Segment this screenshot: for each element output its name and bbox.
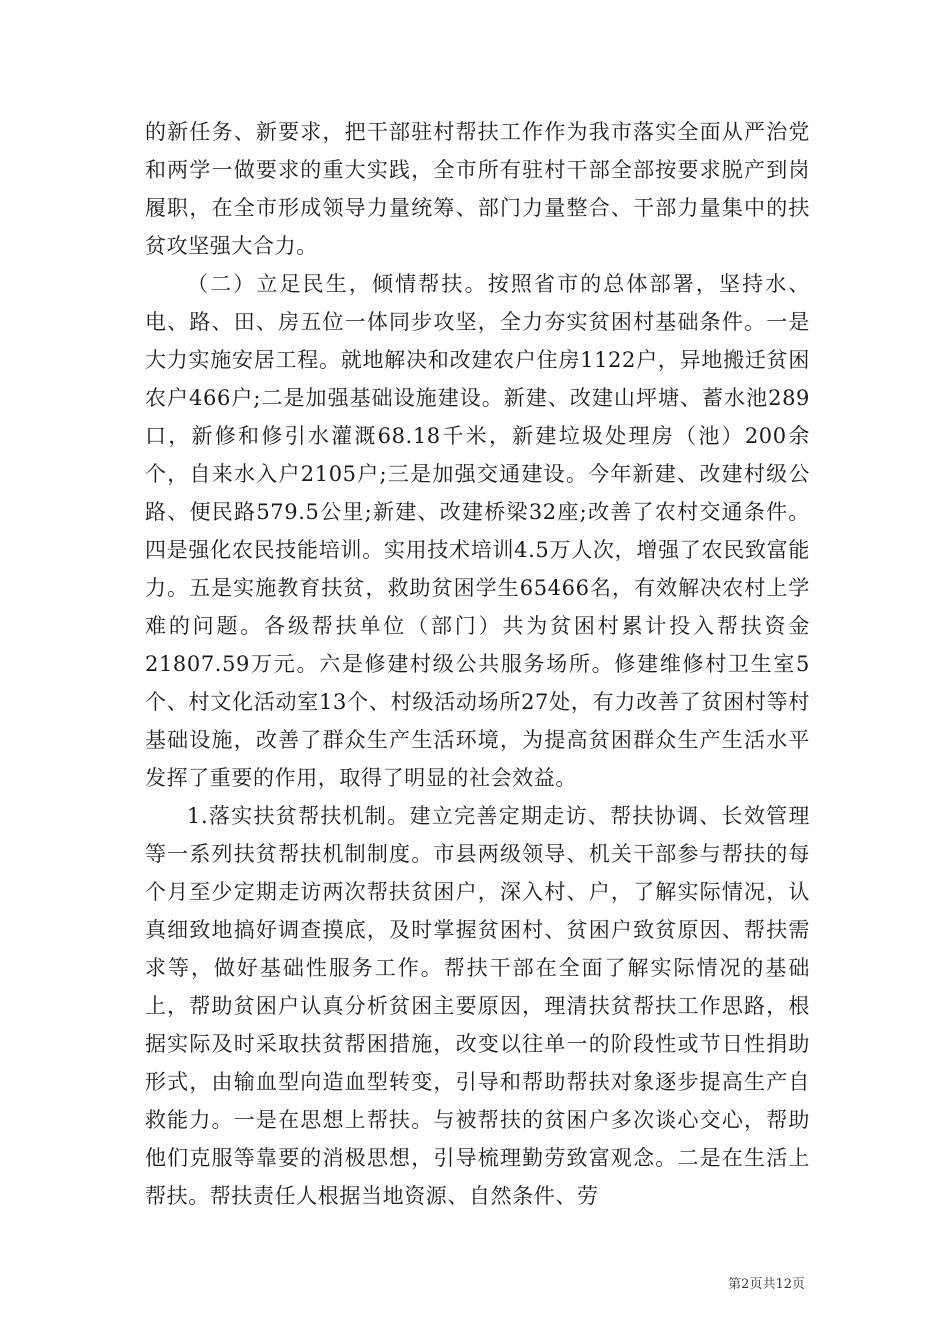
paragraph-section-two: （二）立足民生，倾情帮扶。按照省市的总体部署，坚持水、电、路、田、房五位一体同步攻坚，全力夯实贫困村基础条件。一是大力实施安居工程。就地解决和改建农户住房1122户，异地搬迁贫困农户466户;二是加强基础设施建设。新建、改建山坪塘、蓄水池289口，新修和修引水灌溉68.18千米，新建垃圾处理房（池）200余个，自来水入户2105户;三是加强交通建设。今年新建、改建村级公路、便民路579.5公里;新建、改建桥梁32座;改善了农村交通条件。四是强化农民技能培训。实用技术培训4.5万人次，增强了农民致富能力。五是实施教育扶贫，救助贫困学生65466名，有效解决农村上学难的问题。各级帮扶单位（部门）共为贫困村累计投入帮扶资金21807.59万元。六是修建村级公共服务场所。修建维修村卫生室5个、村文化活动室13个、村级活动场所27处，有力改善了贫困村等村基础设施，改善了群众生产生活环境，为提高贫困群众生产生活水平发挥了重要的作用，取得了明显的社会效益。 [145, 272, 810, 790]
page-number: 第2页共12页 [728, 1277, 805, 1292]
paragraph-continuation: 的新任务、新要求，把干部驻村帮扶工作作为我市落实全面从严治党和两学一做要求的重大实践，全市所有驻村干部全部按要求脱产到岗履职，在全市形成领导力量统筹、部门力量整合、干部力量集中的扶贫攻坚强大合力。 [145, 120, 810, 258]
document-body [145, 113, 810, 1215]
paragraph-item-one: 1.落实扶贫帮扶机制。建立完善定期走访、帮扶协调、长效管理等一系列扶贫帮扶机制制度。市县两级领导、机关干部参与帮扶的每个月至少定期走访两次帮扶贫困户，深入村、户，了解实际情况，认真细致地搞好调查摸底，及时掌握贫困村、贫困户致贫原因、帮扶需求等，做好基础性服务工作。帮扶干部在全面了解实际情况的基础上，帮助贫困户认真分析贫困主要原因，理清扶贫帮扶工作思路，根据实际及时采取扶贫帮困措施，改变以往单一的阶段性或节日性捐助形式，由输血型向造血型转变，引导和帮助帮扶对象逐步提高生产自救能力。一是在思想上帮扶。与被帮扶的贫困户多次谈心交心，帮助他们克服等靠要的消极思想，引导梳理勤劳致富观念。二是在生活上帮扶。帮扶责任人根据当地资源、自然条件、劳 [145, 804, 810, 1208]
